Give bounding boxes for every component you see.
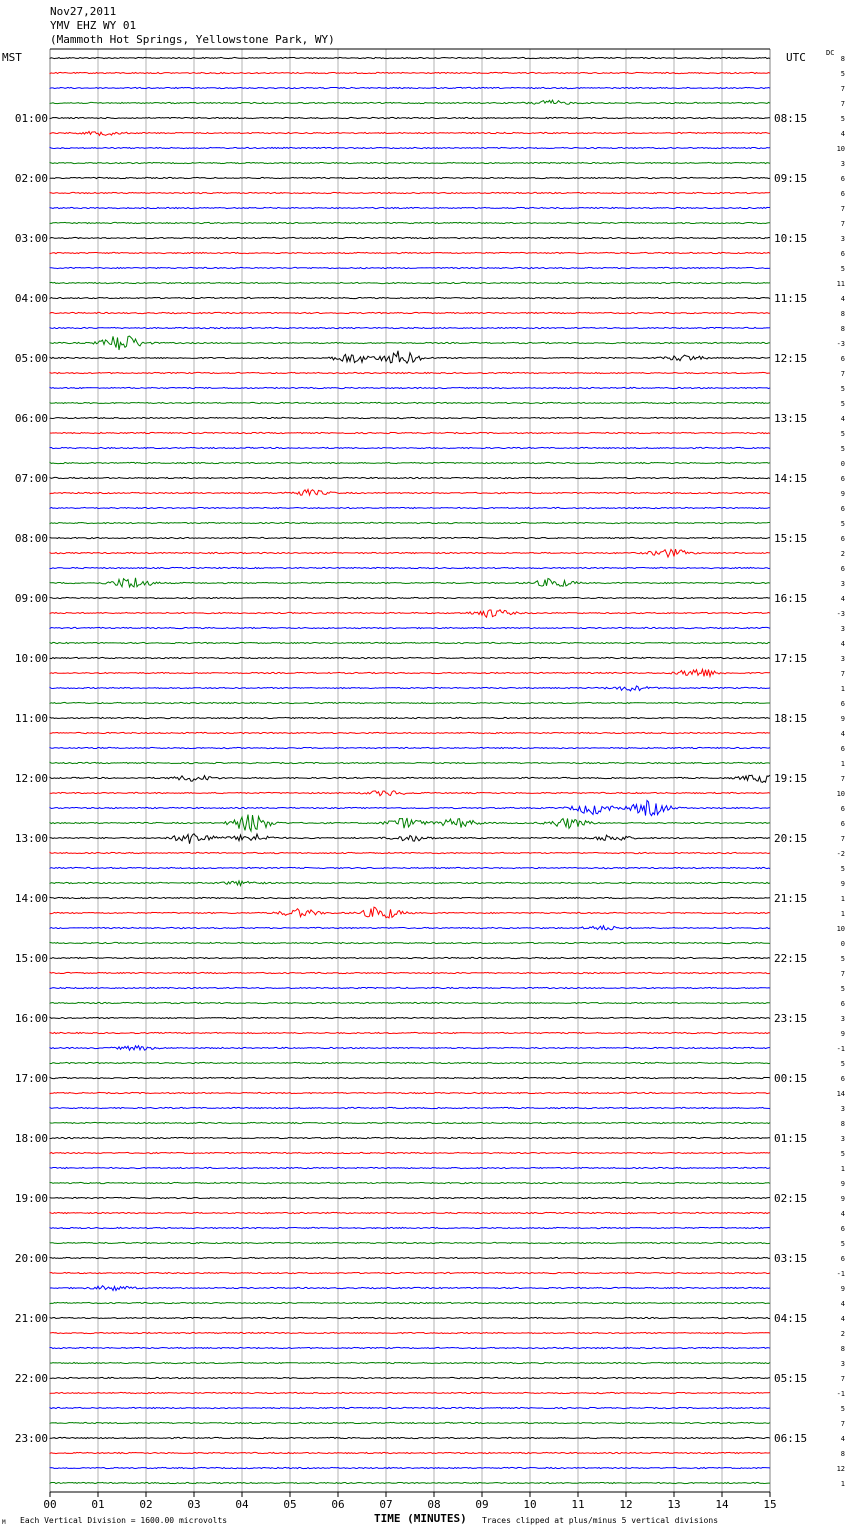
dc-offset-labels [837, 55, 845, 1488]
trace-row-88 [50, 1377, 770, 1378]
utc-label-7: 14:15 [774, 472, 808, 485]
x-tick-label-13: 13 [667, 1498, 681, 1511]
trace-row-30 [50, 507, 770, 508]
dc-value-27: 0 [840, 460, 845, 468]
trace-row-10 [50, 207, 770, 208]
mst-label-3: 03:00 [14, 232, 48, 245]
trace-row-42 [50, 686, 770, 691]
mst-label-12: 12:00 [14, 772, 48, 785]
mst-label-16: 16:00 [14, 1012, 48, 1025]
trace-row-85 [50, 1332, 770, 1333]
trace-row-45 [50, 732, 770, 733]
dc-value-7: 3 [840, 160, 845, 168]
trace-row-29 [50, 489, 770, 495]
trace-row-58 [50, 926, 770, 930]
dc-value-37: -3 [836, 610, 845, 618]
mst-label-17: 17:00 [14, 1072, 48, 1085]
mst-label-4: 04:00 [14, 292, 48, 305]
dc-value-74: 1 [840, 1165, 845, 1173]
trace-row-80 [50, 1257, 770, 1258]
trace-row-15 [50, 282, 770, 283]
mst-label-19: 19:00 [14, 1192, 48, 1205]
trace-row-20 [50, 351, 770, 363]
trace-row-35 [50, 578, 770, 587]
trace-row-53 [50, 852, 770, 853]
trace-row-89 [50, 1392, 770, 1393]
utc-label-11: 18:15 [774, 712, 808, 725]
trace-row-18 [50, 327, 770, 328]
dc-value-83: 4 [840, 1300, 845, 1308]
utc-label-15: 22:15 [774, 952, 808, 965]
scale-note: Each Vertical Division = 1600.00 microvolts [20, 1516, 228, 1525]
utc-label-8: 15:15 [774, 532, 808, 545]
dc-value-50: 6 [840, 805, 845, 813]
trace-row-1 [50, 72, 770, 73]
dc-value-21: 7 [840, 370, 845, 378]
utc-label-22: 05:15 [774, 1372, 808, 1385]
dc-value-6: 10 [836, 145, 845, 153]
utc-label-14: 21:15 [774, 892, 808, 905]
dc-value-81: -1 [836, 1270, 845, 1278]
trace-row-21 [50, 372, 770, 373]
x-tick-label-3: 03 [187, 1498, 201, 1511]
trace-row-14 [50, 267, 770, 268]
trace-row-46 [50, 747, 770, 748]
trace-row-11 [50, 222, 770, 223]
trace-row-25 [50, 432, 770, 433]
dc-value-52: 7 [840, 835, 845, 843]
dc-value-47: 1 [840, 760, 845, 768]
station-code: YMV EHZ WY 01 [50, 19, 137, 32]
dc-value-92: 4 [840, 1435, 845, 1443]
dc-value-3: 7 [840, 100, 845, 108]
mst-label-18: 18:00 [14, 1132, 48, 1145]
x-tick-label-1: 01 [91, 1498, 105, 1511]
utc-label-17: 00:15 [774, 1072, 808, 1085]
dc-value-55: 9 [840, 880, 845, 888]
mst-label-2: 02:00 [14, 172, 48, 185]
dc-value-41: 7 [840, 670, 845, 678]
x-tick-label-12: 12 [619, 1498, 633, 1511]
dc-value-4: 5 [840, 115, 845, 123]
utc-label-19: 02:15 [774, 1192, 808, 1205]
trace-row-27 [50, 462, 770, 463]
trace-row-47 [50, 762, 770, 763]
trace-row-75 [50, 1182, 770, 1183]
trace-row-81 [50, 1272, 770, 1273]
trace-row-67 [50, 1062, 770, 1063]
dc-value-71: 8 [840, 1120, 845, 1128]
dc-value-0: 8 [840, 55, 845, 63]
utc-label-20: 03:15 [774, 1252, 808, 1265]
dc-value-14: 5 [840, 265, 845, 273]
trace-row-60 [50, 957, 770, 958]
trace-row-0 [50, 57, 770, 58]
dc-value-48: 7 [840, 775, 845, 783]
seismic-traces [50, 57, 770, 1483]
x-tick-label-7: 07 [379, 1498, 393, 1511]
dc-value-61: 7 [840, 970, 845, 978]
dc-value-87: 3 [840, 1360, 845, 1368]
trace-row-90 [50, 1407, 770, 1408]
mst-label-6: 06:00 [14, 412, 48, 425]
dc-value-63: 6 [840, 1000, 845, 1008]
trace-row-36 [50, 597, 770, 598]
x-axis [43, 1492, 776, 1511]
trace-row-43 [50, 702, 770, 703]
dc-value-17: 8 [840, 310, 845, 318]
dc-value-95: 1 [840, 1480, 845, 1488]
trace-row-71 [50, 1122, 770, 1123]
trace-row-22 [50, 387, 770, 388]
utc-label-9: 16:15 [774, 592, 808, 605]
trace-row-77 [50, 1212, 770, 1213]
mst-label-14: 14:00 [14, 892, 48, 905]
dc-value-82: 9 [840, 1285, 845, 1293]
dc-value-76: 9 [840, 1195, 845, 1203]
dc-value-32: 6 [840, 535, 845, 543]
dc-value-91: 7 [840, 1420, 845, 1428]
trace-row-66 [50, 1046, 770, 1051]
trace-row-23 [50, 402, 770, 403]
trace-row-37 [50, 610, 770, 617]
dc-value-45: 4 [840, 730, 845, 738]
utc-label-16: 23:15 [774, 1012, 808, 1025]
trace-row-78 [50, 1227, 770, 1228]
trace-row-6 [50, 147, 770, 148]
trace-row-64 [50, 1017, 770, 1018]
trace-row-38 [50, 627, 770, 628]
x-tick-label-14: 14 [715, 1498, 729, 1511]
trace-row-76 [50, 1197, 770, 1198]
dc-value-94: 12 [836, 1465, 845, 1473]
trace-row-87 [50, 1362, 770, 1363]
dc-value-19: -3 [836, 340, 845, 348]
trace-row-91 [50, 1422, 770, 1423]
dc-value-65: 9 [840, 1030, 845, 1038]
mst-label-23: 23:00 [14, 1432, 48, 1445]
trace-row-26 [50, 447, 770, 448]
trace-row-57 [50, 907, 770, 918]
dc-value-46: 6 [840, 745, 845, 753]
mst-label-13: 13:00 [14, 832, 48, 845]
trace-row-82 [50, 1286, 770, 1291]
trace-row-56 [50, 897, 770, 898]
dc-value-8: 6 [840, 175, 845, 183]
dc-value-77: 4 [840, 1210, 845, 1218]
trace-row-72 [50, 1137, 770, 1138]
dc-value-86: 8 [840, 1345, 845, 1353]
dc-value-9: 6 [840, 190, 845, 198]
trace-row-44 [50, 717, 770, 718]
station-location: (Mammoth Hot Springs, Yellowstone Park, WY) [50, 33, 335, 46]
dc-value-85: 2 [840, 1330, 845, 1338]
dc-value-88: 7 [840, 1375, 845, 1383]
trace-row-94 [50, 1467, 770, 1468]
dc-value-67: 5 [840, 1060, 845, 1068]
trace-row-4 [50, 117, 770, 118]
dc-value-49: 10 [836, 790, 845, 798]
trace-row-86 [50, 1347, 770, 1348]
dc-value-33: 2 [840, 550, 845, 558]
trace-row-13 [50, 252, 770, 253]
x-tick-label-10: 10 [523, 1498, 537, 1511]
dc-value-12: 3 [840, 235, 845, 243]
trace-row-52 [50, 834, 770, 844]
dc-value-79: 5 [840, 1240, 845, 1248]
trace-row-63 [50, 1002, 770, 1003]
trace-row-39 [50, 642, 770, 643]
x-axis-title: TIME (MINUTES) [374, 1512, 467, 1525]
trace-row-48 [50, 775, 770, 782]
utc-label-13: 20:15 [774, 832, 808, 845]
mst-axis-label: MST [2, 51, 22, 64]
mst-label-15: 15:00 [14, 952, 48, 965]
dc-value-44: 9 [840, 715, 845, 723]
dc-value-30: 6 [840, 505, 845, 513]
utc-axis-label: UTC [786, 51, 806, 64]
dc-value-1: 5 [840, 70, 845, 78]
dc-value-38: 3 [840, 625, 845, 633]
trace-row-62 [50, 987, 770, 988]
trace-row-12 [50, 237, 770, 238]
trace-row-50 [50, 801, 770, 816]
dc-value-80: 6 [840, 1255, 845, 1263]
dc-value-31: 5 [840, 520, 845, 528]
x-tick-label-5: 05 [283, 1498, 297, 1511]
trace-row-2 [50, 87, 770, 88]
dc-value-40: 3 [840, 655, 845, 663]
dc-value-42: 1 [840, 685, 845, 693]
dc-value-28: 6 [840, 475, 845, 483]
mst-label-22: 22:00 [14, 1372, 48, 1385]
dc-value-69: 14 [836, 1090, 845, 1098]
x-tick-label-8: 08 [427, 1498, 441, 1511]
dc-value-29: 9 [840, 490, 845, 498]
x-tick-label-4: 04 [235, 1498, 249, 1511]
utc-label-3: 10:15 [774, 232, 808, 245]
x-tick-label-11: 11 [571, 1498, 585, 1511]
dc-value-36: 4 [840, 595, 845, 603]
trace-row-32 [50, 537, 770, 538]
trace-row-34 [50, 567, 770, 568]
dc-value-75: 9 [840, 1180, 845, 1188]
dc-value-57: 1 [840, 910, 845, 918]
dc-value-64: 3 [840, 1015, 845, 1023]
trace-row-41 [50, 669, 770, 676]
trace-row-54 [50, 867, 770, 868]
mst-label-8: 08:00 [14, 532, 48, 545]
trace-row-51 [50, 815, 770, 831]
trace-row-24 [50, 417, 770, 418]
dc-value-70: 3 [840, 1105, 845, 1113]
time-gridlines [50, 49, 770, 1492]
dc-value-22: 5 [840, 385, 845, 393]
station-date: Nov27,2011 [50, 5, 117, 18]
dc-value-35: 3 [840, 580, 845, 588]
mst-label-7: 07:00 [14, 472, 48, 485]
mst-label-1: 01:00 [14, 112, 48, 125]
x-tick-label-6: 06 [331, 1498, 345, 1511]
trace-row-74 [50, 1167, 770, 1168]
trace-row-59 [50, 942, 770, 943]
trace-row-68 [50, 1077, 770, 1078]
trace-row-7 [50, 162, 770, 163]
dc-value-73: 5 [840, 1150, 845, 1158]
dc-value-84: 4 [840, 1315, 845, 1323]
trace-row-17 [50, 312, 770, 313]
dc-value-18: 8 [840, 325, 845, 333]
trace-row-93 [50, 1452, 770, 1453]
utc-label-5: 12:15 [774, 352, 808, 365]
mst-label-20: 20:00 [14, 1252, 48, 1265]
mst-label-5: 05:00 [14, 352, 48, 365]
dc-value-5: 4 [840, 130, 845, 138]
dc-value-78: 6 [840, 1225, 845, 1233]
dc-value-90: 5 [840, 1405, 845, 1413]
dc-value-26: 5 [840, 445, 845, 453]
dc-value-43: 6 [840, 700, 845, 708]
dc-value-24: 4 [840, 415, 845, 423]
trace-row-95 [50, 1482, 770, 1483]
trace-row-5 [50, 131, 770, 135]
dc-value-54: 5 [840, 865, 845, 873]
x-tick-label-0: 00 [43, 1498, 57, 1511]
dc-value-34: 6 [840, 565, 845, 573]
trace-row-73 [50, 1152, 770, 1153]
trace-row-92 [50, 1437, 770, 1438]
dc-value-53: -2 [836, 850, 845, 858]
trace-row-55 [50, 881, 770, 886]
trace-row-28 [50, 477, 770, 478]
dc-value-11: 7 [840, 220, 845, 228]
trace-row-70 [50, 1107, 770, 1108]
x-tick-label-9: 09 [475, 1498, 489, 1511]
dc-value-72: 3 [840, 1135, 845, 1143]
dc-value-23: 5 [840, 400, 845, 408]
trace-row-19 [50, 336, 770, 350]
mst-label-10: 10:00 [14, 652, 48, 665]
trace-row-49 [50, 791, 770, 796]
x-tick-label-15: 15 [763, 1498, 777, 1511]
dc-column-label: DC [826, 49, 835, 57]
utc-label-10: 17:15 [774, 652, 808, 665]
dc-value-62: 5 [840, 985, 845, 993]
utc-label-12: 19:15 [774, 772, 808, 785]
dc-value-66: -1 [836, 1045, 845, 1053]
trace-row-84 [50, 1317, 770, 1318]
trace-row-69 [50, 1092, 770, 1093]
mst-hour-labels [15, 112, 48, 1445]
trace-row-40 [50, 657, 770, 658]
dc-value-60: 5 [840, 955, 845, 963]
dc-value-56: 1 [840, 895, 845, 903]
trace-row-65 [50, 1032, 770, 1033]
mst-label-11: 11:00 [14, 712, 48, 725]
dc-value-68: 6 [840, 1075, 845, 1083]
utc-hour-labels [774, 112, 807, 1445]
trace-row-16 [50, 297, 770, 298]
footer-mark: M [2, 1519, 6, 1526]
utc-label-6: 13:15 [774, 412, 808, 425]
dc-value-59: 0 [840, 940, 845, 948]
utc-label-1: 08:15 [774, 112, 808, 125]
dc-value-39: 4 [840, 640, 845, 648]
trace-row-33 [50, 549, 770, 557]
dc-value-58: 10 [836, 925, 845, 933]
clip-note: Traces clipped at plus/minus 5 vertical divisions [482, 1516, 719, 1525]
trace-row-83 [50, 1302, 770, 1303]
dc-value-51: 6 [840, 820, 845, 828]
dc-value-93: 8 [840, 1450, 845, 1458]
dc-value-89: -1 [836, 1390, 845, 1398]
mst-label-21: 21:00 [14, 1312, 48, 1325]
dc-value-13: 6 [840, 250, 845, 258]
dc-value-16: 4 [840, 295, 845, 303]
dc-value-10: 7 [840, 205, 845, 213]
trace-row-79 [50, 1242, 770, 1243]
utc-label-2: 09:15 [774, 172, 808, 185]
utc-label-23: 06:15 [774, 1432, 808, 1445]
utc-label-21: 04:15 [774, 1312, 808, 1325]
trace-row-3 [50, 100, 770, 104]
x-tick-label-2: 02 [139, 1498, 153, 1511]
dc-value-2: 7 [840, 85, 845, 93]
trace-row-8 [50, 177, 770, 178]
dc-value-25: 5 [840, 430, 845, 438]
trace-row-61 [50, 972, 770, 973]
trace-row-31 [50, 522, 770, 523]
mst-label-9: 09:00 [14, 592, 48, 605]
dc-value-15: 11 [836, 280, 845, 288]
utc-label-18: 01:15 [774, 1132, 808, 1145]
trace-row-9 [50, 192, 770, 193]
utc-label-4: 11:15 [774, 292, 808, 305]
dc-value-20: 6 [840, 355, 845, 363]
